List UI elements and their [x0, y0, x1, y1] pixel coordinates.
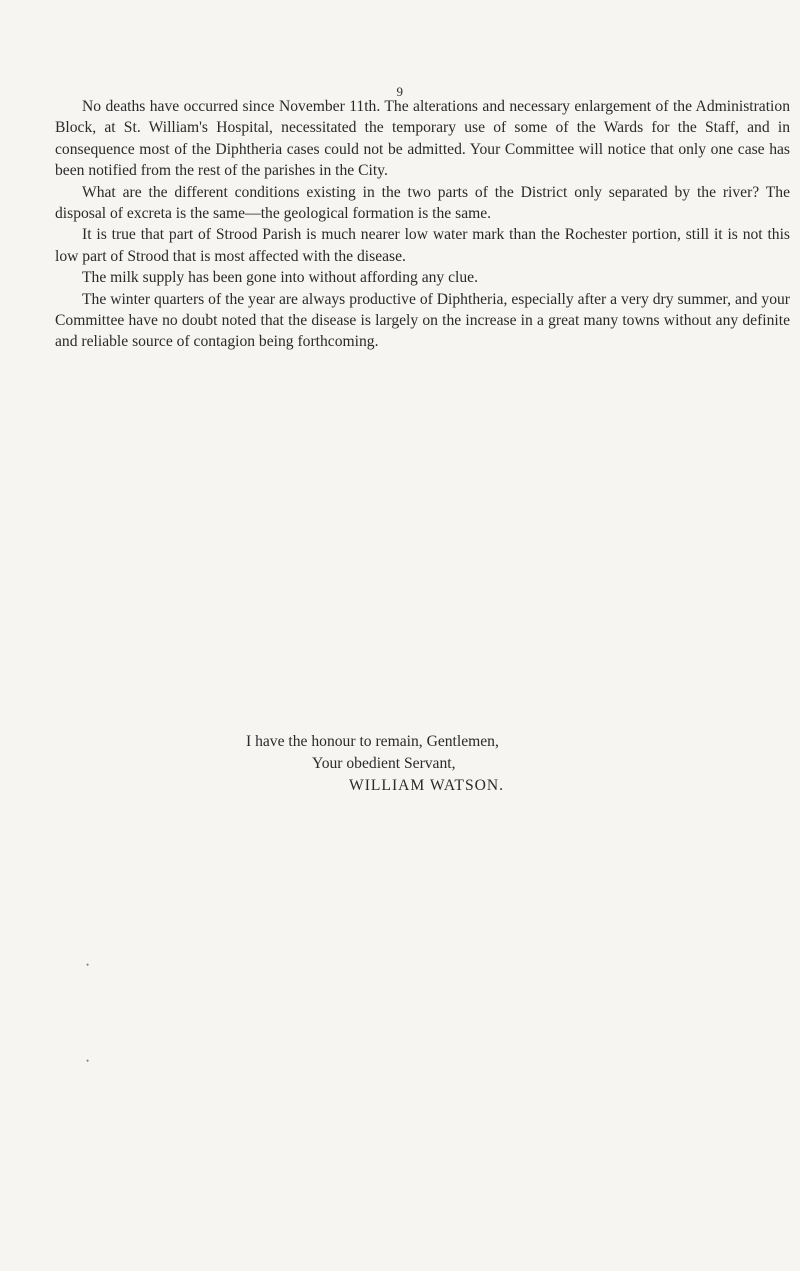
- paragraph-winter-quarters: The winter quarters of the year are always productive of Diphtheria, especially after a very dry summer, and your Committee have no doubt noted that the disease is largely on the increase in a great many towns without any definite and reliable source of contagion being forthcoming.: [55, 290, 790, 351]
- paragraph-conditions-question: What are the different conditions existing in the two parts of the District only separated by the river? The disposal of excreta is the same—the geological formation is the same.: [55, 183, 790, 223]
- paragraph-deaths-note: No deaths have occurred since November 11th. The alterations and necessary enlargement of the Administration Block, at St. William's Hospital, necessitated the temporary use of some of the Wards for the Staff, and in consequence most of the Diphtheria cases could not be admitted. Your Committee will notice that only one case has been notified from the rest of the parishes in the City.: [55, 98, 790, 180]
- paragraph-milk-supply: The milk supply has been gone into without affording any clue.: [82, 269, 478, 287]
- closing-honour-line: I have the honour to remain, Gentlemen,: [246, 733, 499, 750]
- paper-speck: •: [86, 960, 90, 970]
- paper-speck: •: [86, 1056, 90, 1066]
- paragraph-strood-parish: It is true that part of Strood Parish is much nearer low water mark than the Rochester portion, still it is not this low part of Strood that is most affected with the disease.: [55, 226, 790, 265]
- page-number: 9: [396, 84, 404, 99]
- signature-name: WILLIAM WATSON.: [349, 777, 505, 794]
- closing-servant-line: Your obedient Servant,: [312, 755, 456, 772]
- letter-body: [55, 96, 790, 353]
